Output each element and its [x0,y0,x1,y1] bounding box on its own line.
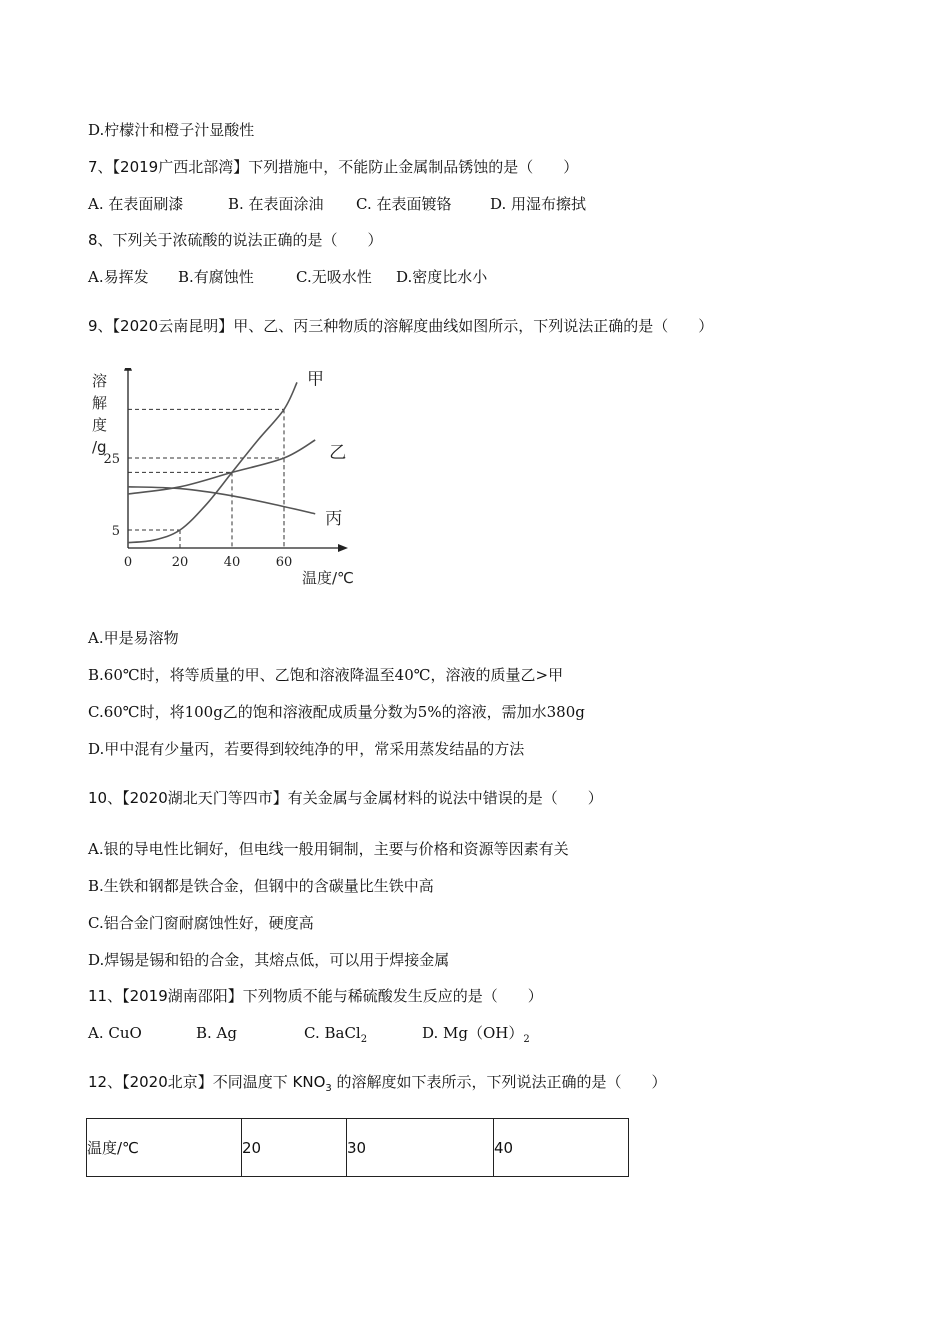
q7-option-c: C. 在表面镀铬 [356,195,452,213]
y-tick-label: 5 [111,524,120,539]
y-axis-label: 度 [92,416,108,434]
x-tick-label: 20 [171,555,189,570]
table-cell: 温度/℃ [87,1119,242,1177]
q7-option-a: A. 在表面刷漆 [88,195,184,213]
series-label: 丙 [325,508,343,529]
q8-option-d: D.密度比水小 [396,268,488,286]
x-axis-arrow [338,544,348,552]
series-label: 甲 [307,369,324,390]
q8-option-b: B.有腐蚀性 [178,268,254,286]
curves [128,382,315,542]
q7-stem: 7、【2019广西北部湾】下列措施中，不能防止金属制品锈蚀的是（ ） [88,158,579,176]
reference-lines [128,409,284,548]
kno3-solubility-table [86,1118,629,1177]
q8-stem: 8、下列关于浓硫酸的说法正确的是（ ） [88,231,383,249]
x-axis-label: 温度/℃ [302,569,354,587]
x-tick-label: 40 [223,555,241,570]
y-axis-label: /g [92,438,107,456]
table-cell: 40 [494,1119,629,1177]
q10-option-c: C.铝合金门窗耐腐蚀性好，硬度高 [88,914,314,932]
chart-labels [92,369,354,587]
y-axis-arrow [124,368,132,371]
q9-option-d: D.甲中混有少量丙，若要得到较纯净的甲，常采用蒸发结晶的方法 [88,740,525,758]
series-label: 乙 [329,443,347,463]
q9-option-c: C.60℃时，将100g乙的饱和溶液配成质量分数为5%的溶液，需加水380g [88,703,585,721]
q10-stem: 10、【2020湖北天门等四市】有关金属与金属材料的说法中错误的是（ ） [88,789,603,807]
q8-option-c: C.无吸水性 [296,268,372,286]
q9-stem: 9、【2020云南昆明】甲、乙、丙三种物质的溶解度曲线如图所示，下列说法正确的是（ ） [88,317,714,335]
q12-stem: 12、【2020北京】不同温度下 $KNO_3$ 的溶解度如下表所示，下列说法正确的是（ ） [88,1073,667,1094]
q11-option-a: A. CuO [88,1024,142,1042]
q11-option-c: C. BaCl$_2$ [304,1024,368,1045]
table-row [87,1119,629,1177]
y-axis-label: 溶 [92,372,108,390]
q9-option-b: B.60℃时，将等质量的甲、乙饱和溶液降温至40℃，溶液的质量乙>甲 [88,666,564,684]
q7-options [88,194,586,214]
solubility-chart [80,368,380,590]
q11-option-b: B. Ag [196,1024,237,1042]
q10-option-b: B.生铁和钢都是铁合金，但钢中的含碳量比生铁中高 [88,877,434,895]
q8-option-a: A.易挥发 [88,268,149,286]
y-axis-label: 解 [92,394,108,412]
table-cell: 30 [347,1119,494,1177]
q11-options [88,1023,530,1050]
table-cell: 20 [242,1119,347,1177]
q8-options [88,267,487,287]
q9-option-a: A.甲是易溶物 [88,629,179,647]
q6-option-d: D.柠檬汁和橙子汁显酸性 [88,121,255,139]
chart-axes [124,368,348,552]
q11-stem: 11、【2019湖南邵阳】下列物质不能与稀硫酸发生反应的是（ ） [88,987,543,1005]
q10-option-a: A.银的导电性比铜好，但电线一般用铜制，主要与价格和资源等因素有关 [88,840,569,858]
q7-option-b: B. 在表面涂油 [228,195,324,213]
q10-option-d: D.焊锡是锡和铅的合金，其熔点低，可以用于焊接金属 [88,951,450,969]
x-tick-label: 0 [123,555,133,570]
x-tick-label: 60 [275,555,293,570]
q11-option-d: D. $Mg(OH)_2$ [422,1024,530,1045]
y-tick-label: 25 [103,452,120,467]
q7-option-d: D. 用湿布擦拭 [490,195,587,213]
